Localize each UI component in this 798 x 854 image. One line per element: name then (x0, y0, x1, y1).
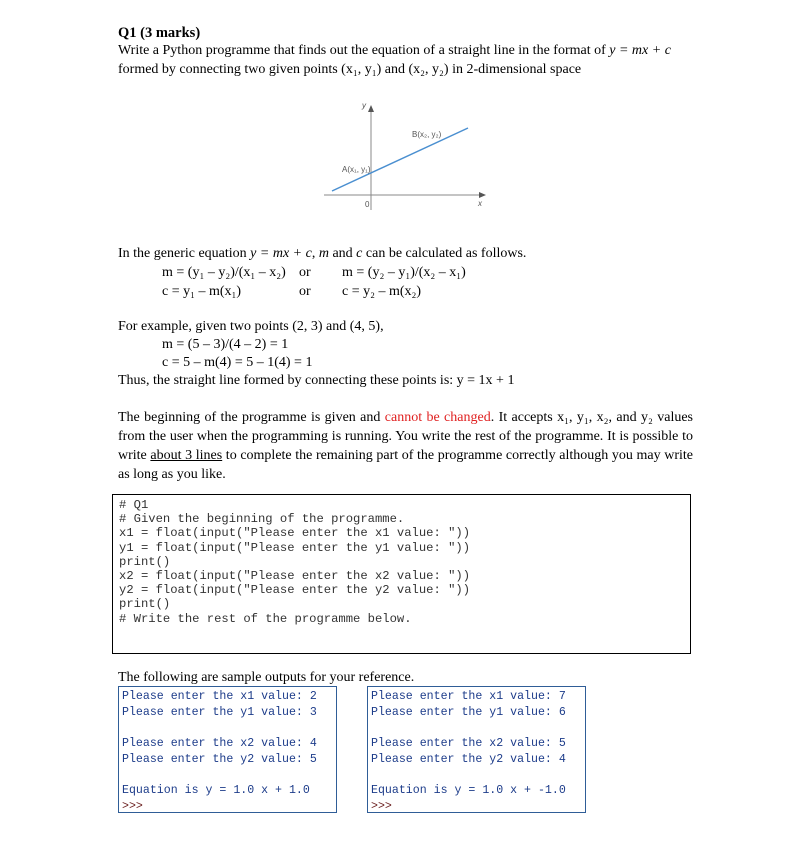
question-intro-line2: formed by connecting two given points (x₁, y₁) and (x₂, y₂) in 2-dimensional space (118, 62, 582, 77)
generic-heading-sep: , (311, 246, 319, 261)
instructions-red-text: cannot be changed (384, 410, 491, 425)
question-title: Q1 (3 marks) (118, 25, 201, 41)
code-line: y1 = float(input("Please enter the y1 value: ")) (119, 540, 471, 555)
generic-heading-c: c (356, 246, 363, 261)
m-formula-2: m = (y₂ – y₁)/(x₂ – x₁) (342, 265, 466, 280)
sample-heading: The following are sample outputs for your reference. (118, 670, 415, 685)
straight-line (332, 128, 468, 191)
x-axis-arrow (479, 192, 486, 198)
output-line: Please enter the x1 value: 7 (371, 690, 566, 703)
output-line: Please enter the y2 value: 5 (122, 752, 317, 766)
output-line: Equation is y = 1.0 x + -1.0 (371, 784, 566, 797)
or-2: or (299, 284, 311, 299)
m-formula-1: m = (y₁ – y₂)/(x₁ – x₂) (162, 265, 286, 280)
intro-text: Write a Python programme that finds out the equation of a straight line in the format of (118, 43, 610, 58)
example-m-calc: m = (5 – 3)/(4 – 2) = 1 (162, 337, 289, 352)
generic-heading-end: can be calculated as follows. (362, 246, 527, 261)
generic-heading-formula: y = mx + c (250, 246, 312, 261)
instructions-text-1: The beginning of the programme is given and (118, 410, 385, 425)
output-prompt: >>> (122, 799, 143, 813)
output-line: Please enter the y2 value: 4 (371, 752, 566, 766)
generic-heading-and: and (328, 246, 357, 261)
question-intro-line1 (118, 42, 671, 60)
point-a-label: A(x₁, y₁) (342, 165, 371, 174)
origin-label: 0 (365, 200, 370, 209)
code-line: x1 = float(input("Please enter the x1 value: ")) (119, 526, 471, 541)
intro-formula: y = mx + c (609, 43, 671, 58)
code-line: # Given the beginning of the programme. (119, 512, 405, 527)
y-axis-arrow (368, 105, 374, 112)
code-line: y2 = float(input("Please enter the y2 value: ")) (119, 583, 471, 598)
c-formula-2: c = y₂ – m(x₂) (342, 284, 422, 299)
output-line: Please enter the x2 value: 4 (122, 737, 317, 750)
code-line: x2 = float(input("Please enter the x2 value: ")) (119, 569, 471, 584)
instructions-paragraph (118, 408, 693, 484)
example-c-calc: c = 5 – m(4) = 5 – 1(4) = 1 (162, 355, 313, 370)
instructions-text-2: . It accepts x₁, y₁, x₂, and y₂ values from the user when the programming is running. You write the rest of the programme. It is possible to write (118, 410, 693, 463)
code-line: # Q1 (119, 498, 149, 512)
output-line: Please enter the x2 value: 5 (371, 737, 566, 750)
generic-heading-m: m (318, 246, 329, 261)
code-line: # Write the rest of the programme below. (119, 611, 412, 626)
output-line: Please enter the y1 value: 6 (371, 705, 566, 719)
output-line: Equation is y = 1.0 x + 1.0 (122, 784, 310, 797)
output-line: Please enter the y1 value: 3 (122, 705, 317, 719)
example-intro: For example, given two points (2, 3) and (4, 5), (118, 319, 384, 334)
generic-heading-text: In the generic equation (118, 246, 251, 261)
code-box[interactable] (112, 494, 691, 654)
generic-heading (118, 245, 526, 263)
line-diagram (310, 92, 500, 212)
point-b-label: B(x₂, y₂) (412, 130, 442, 139)
code-line: print() (119, 597, 171, 612)
output-prompt: >>> (371, 799, 392, 813)
code-line: print() (119, 554, 171, 569)
instructions-underlined: about 3 lines (150, 448, 223, 463)
y-axis-label: y (362, 101, 366, 110)
sample-output-left (118, 686, 337, 813)
x-axis-label: x (478, 199, 482, 208)
c-formula-1: c = y₁ – m(x₁) (162, 284, 242, 299)
sample-output-right (367, 686, 586, 813)
or-1: or (299, 265, 311, 280)
output-line: Please enter the x1 value: 2 (122, 690, 317, 703)
example-conclusion: Thus, the straight line formed by connecting these points is: y = 1x + 1 (118, 373, 515, 388)
instructions-text-3: to complete the remaining part of the programme correctly although you may write as long as you like. (118, 448, 694, 482)
